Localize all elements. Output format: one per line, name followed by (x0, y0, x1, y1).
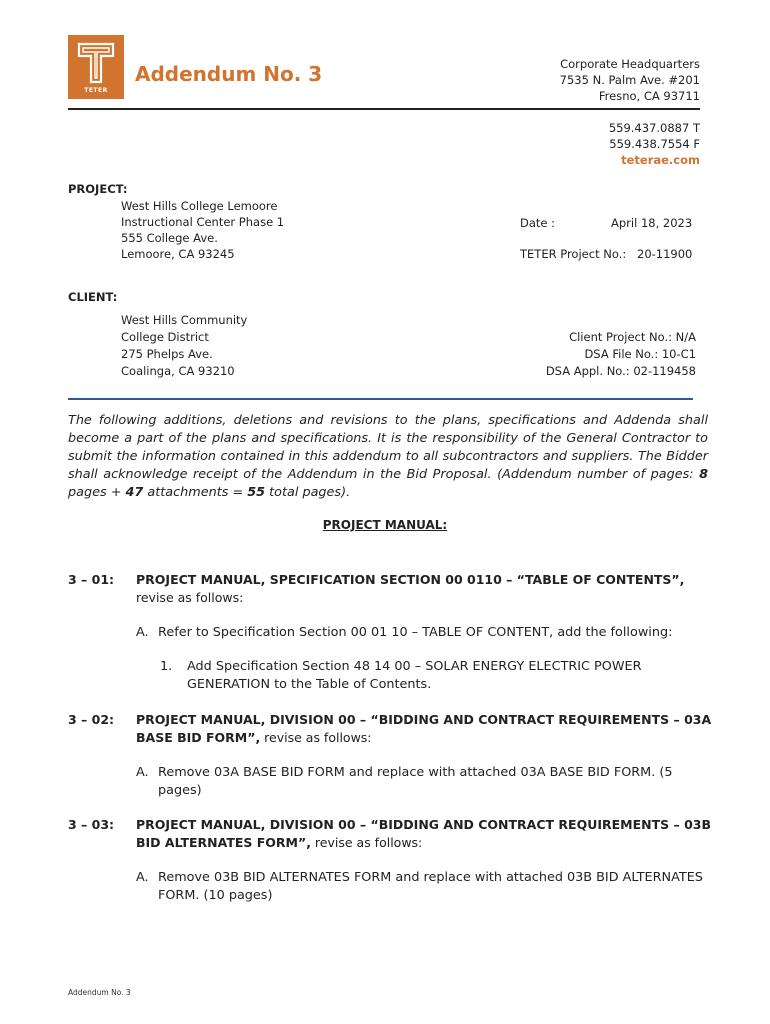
sub-item-letter: A. (136, 625, 149, 640)
page-count: 8 (699, 467, 708, 482)
hq-address (560, 56, 700, 104)
client-numbers (546, 329, 696, 380)
project-line: 555 College Ave. (121, 231, 218, 245)
item-rest: revise as follows: (310, 835, 423, 850)
sub-item-text: Refer to Specification Section 00 01 10 – TABLE OF CONTENT, add the following: (158, 625, 673, 640)
hq-address-line2: Fresno, CA 93711 (598, 89, 700, 103)
logo-text: TETER (84, 87, 108, 94)
fax-number: 559.438.7554 F (609, 137, 700, 151)
project-address (121, 198, 284, 262)
hq-address-line1: 7535 N. Palm Ave. #201 (559, 73, 700, 87)
dsa-file-no: DSA File No.: 10-C1 (584, 347, 696, 361)
teter-project-no-value: 20-11900 (637, 247, 693, 261)
contact-info (609, 120, 700, 168)
sub-item (136, 764, 716, 800)
page-title: Addendum No. 3 (135, 62, 323, 86)
date-label: Date : (520, 216, 556, 230)
page-footer: Addendum No. 3 (68, 988, 131, 997)
project-label: PROJECT: (68, 182, 128, 196)
client-project-no: Client Project No.: N/A (569, 330, 696, 344)
teter-logo (68, 35, 124, 99)
intro-text: The following additions, deletions and revisions to the plans, specifications and Addenda shall become a part of the plans and specifications. It is the responsibility of the General Contractor to submit the information contained in this addendum to all subcontractors and suppliers. The Bidder shall acknowledge receipt of the Addendum in the Bid Proposal. (Addendum number of pages: (68, 413, 708, 482)
client-line: College District (121, 330, 209, 344)
sub-item (136, 624, 716, 642)
client-line: Coalinga, CA 93210 (121, 364, 235, 378)
item-number: 3 – 01: (68, 572, 115, 587)
item-title: PROJECT MANUAL, SPECIFICATION SECTION 00 0110 – “TABLE OF CONTENTS”, (136, 572, 685, 587)
item-title: PROJECT MANUAL, DIVISION 00 – “BIDDING AND CONTRACT REQUIREMENTS – 03B BID ALTERNATES FORM”, (136, 817, 711, 850)
item-description (136, 571, 716, 607)
client-label: CLIENT: (68, 290, 118, 304)
intro-text: attachments = (143, 485, 248, 500)
item-number: 3 – 03: (68, 817, 115, 832)
item-description (136, 816, 716, 852)
client-address (121, 312, 247, 380)
client-line: 275 Phelps Ave. (121, 347, 213, 361)
section-divider (68, 398, 693, 400)
total-count: 55 (247, 485, 266, 500)
sub-sub-item (160, 658, 680, 694)
section-heading: PROJECT MANUAL: (322, 518, 448, 532)
item-title: PROJECT MANUAL, DIVISION 00 – “BIDDING AND CONTRACT REQUIREMENTS – 03A BASE BID FORM”, (136, 712, 712, 745)
intro-text: pages + (68, 485, 126, 500)
item-number: 3 – 02: (68, 712, 115, 727)
sub-item-letter: A. (136, 870, 149, 885)
sub-item-letter: A. (136, 765, 149, 780)
attachment-count: 47 (125, 485, 144, 500)
project-line: Instructional Center Phase 1 (121, 215, 285, 229)
phone-number: 559.437.0887 T (608, 121, 700, 135)
header-divider (68, 108, 700, 110)
item-rest: revise as follows: (136, 590, 244, 605)
website-link[interactable]: teterae.com (621, 153, 700, 167)
project-line: Lemoore, CA 93245 (121, 247, 235, 261)
intro-text: total pages). (265, 485, 351, 500)
teter-project-no-label: TETER Project No.: (520, 247, 627, 261)
dsa-appl-no: DSA Appl. No.: 02-119458 (545, 364, 696, 378)
client-line: West Hills Community (121, 313, 248, 327)
project-line: West Hills College Lemoore (121, 199, 278, 213)
sub-sub-item-number: 1. (160, 659, 173, 674)
sub-sub-item-text: Add Specification Section 48 14 00 – SOLAR ENERGY ELECTRIC POWER GENERATION to the Table of Contents. (187, 659, 642, 692)
sub-item-text: Remove 03A BASE BID FORM and replace with attached 03A BASE BID FORM. (5 pages) (158, 765, 673, 798)
sub-item (136, 869, 716, 905)
sub-item-text: Remove 03B BID ALTERNATES FORM and replace with attached 03B BID ALTERNATES FORM. (10 pages) (158, 870, 703, 903)
hq-name: Corporate Headquarters (560, 57, 700, 71)
item-description (136, 711, 716, 747)
intro-paragraph (68, 412, 708, 502)
item-rest: revise as follows: (260, 730, 372, 745)
date-value: April 18, 2023 (611, 216, 693, 230)
